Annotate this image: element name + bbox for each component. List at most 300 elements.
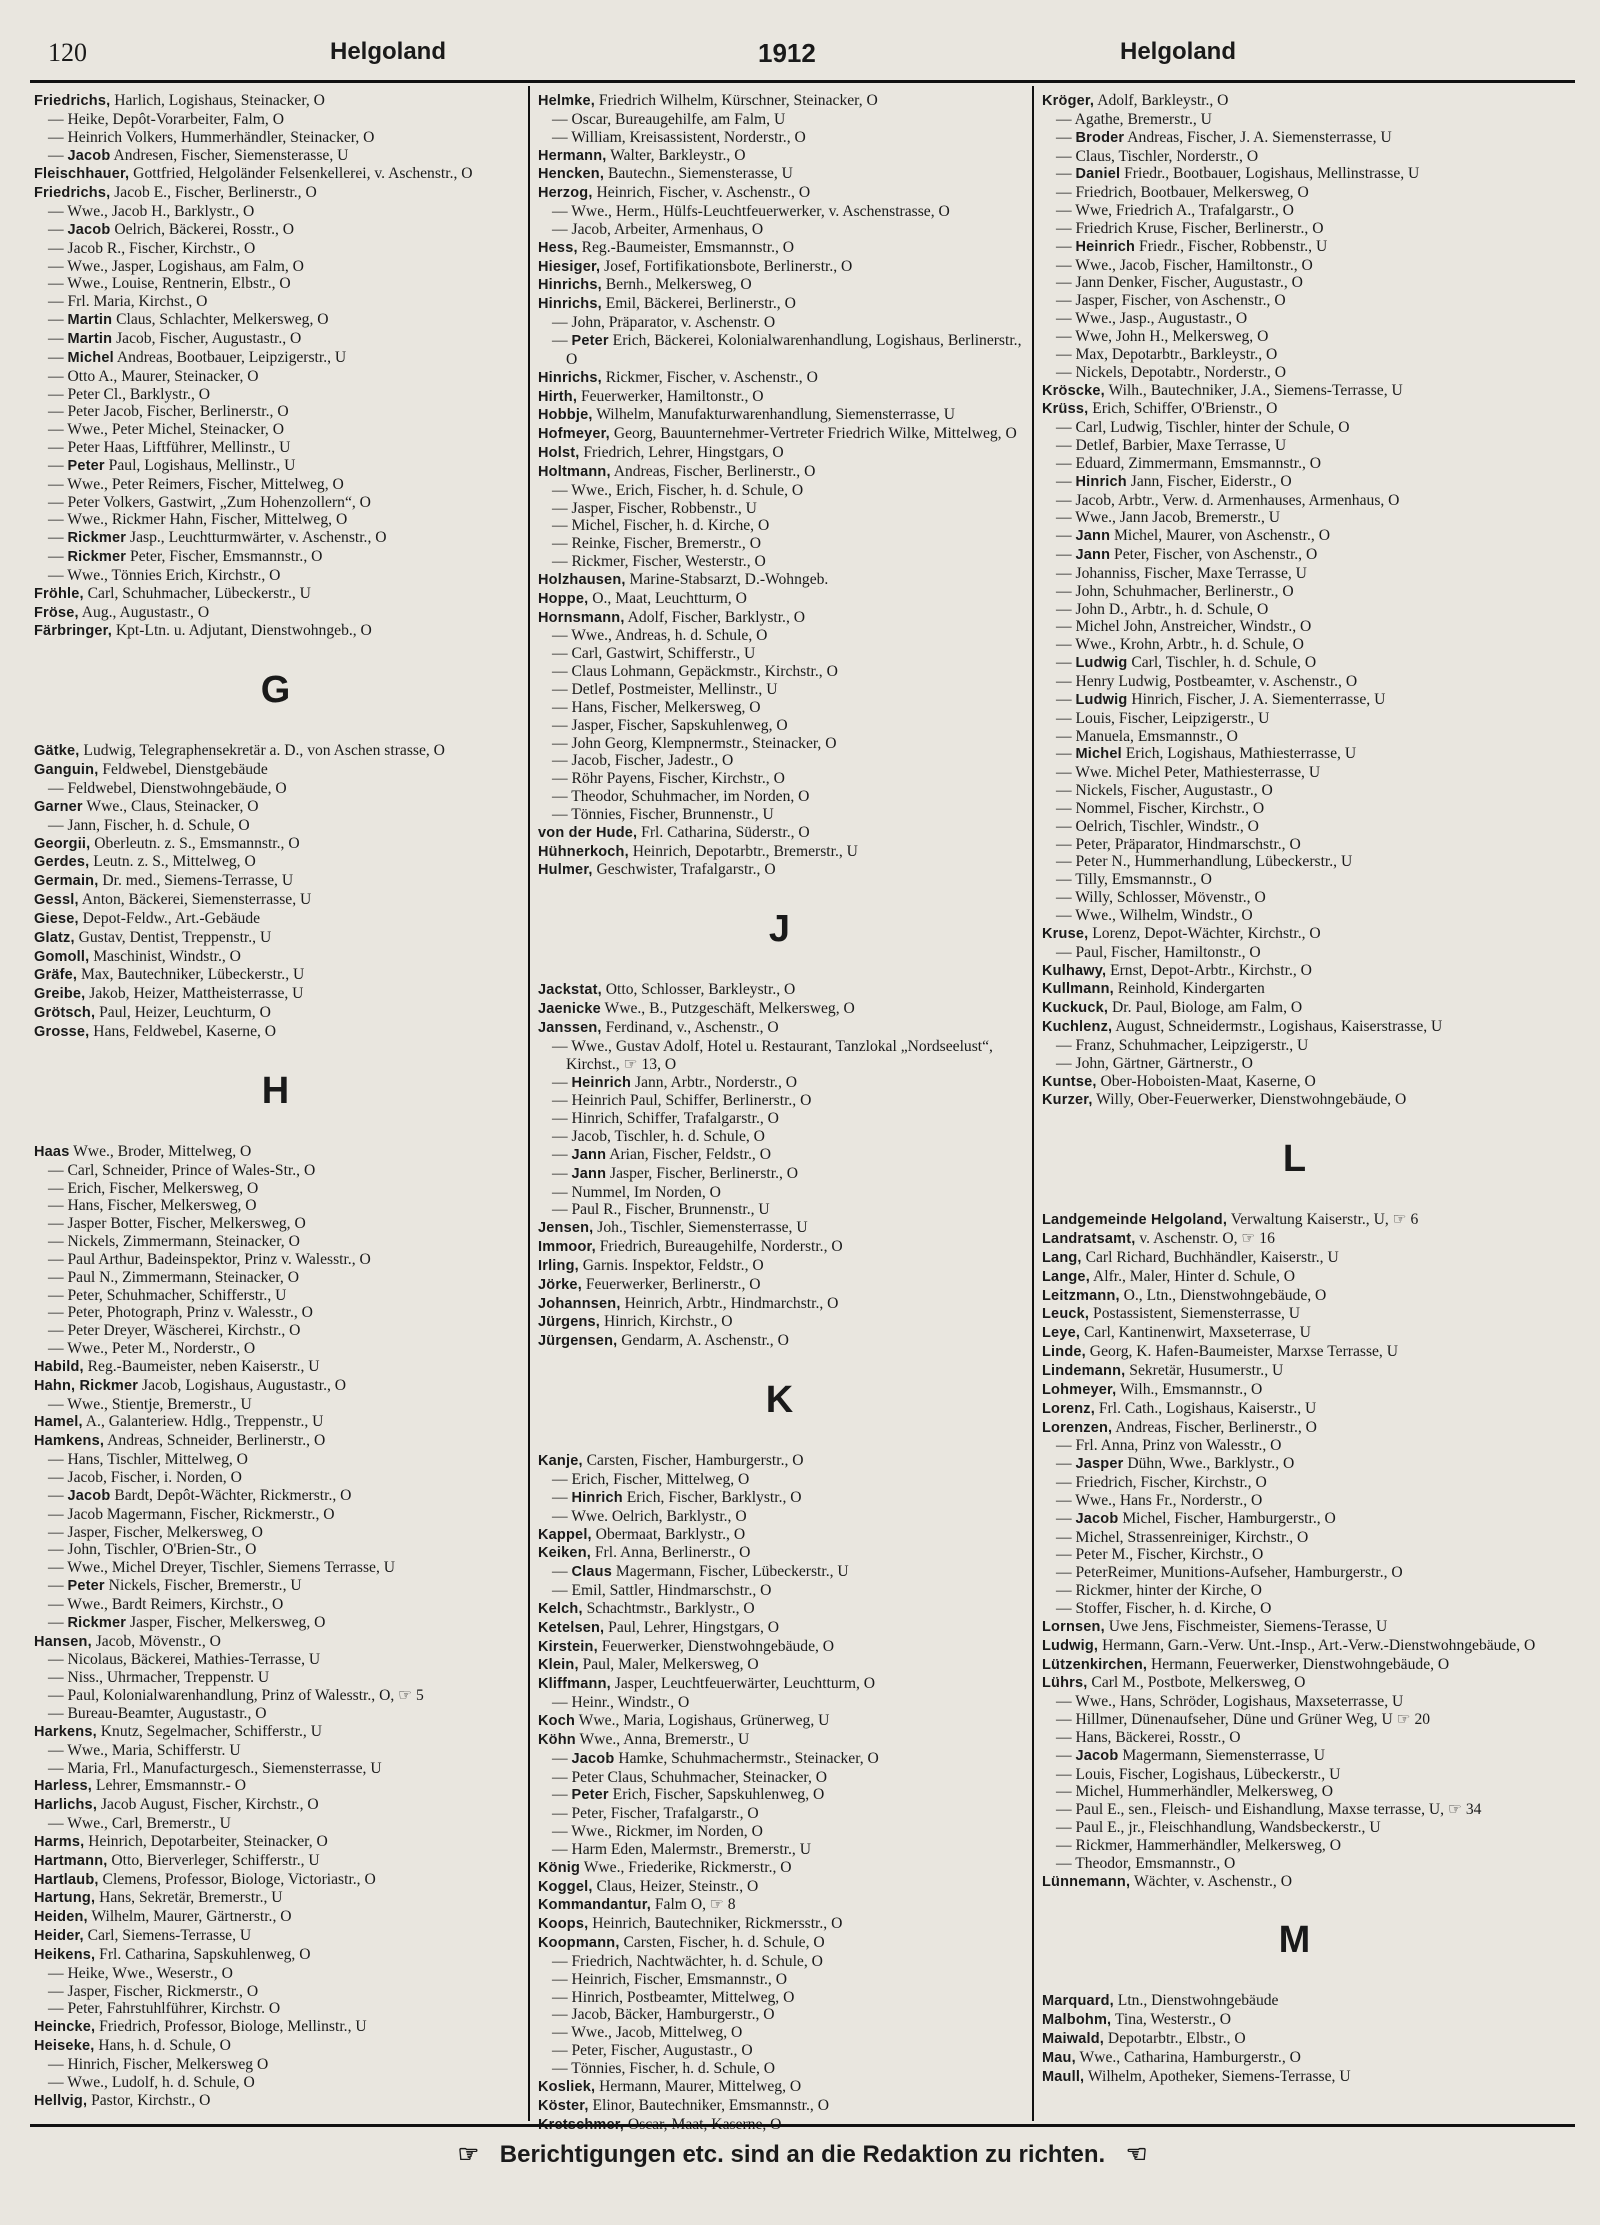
column-divider bbox=[1032, 86, 1034, 2121]
entry-details: Garnis. Inspektor, Feldstr., O bbox=[578, 1256, 764, 1274]
directory-subentry: — Jacob, Arbeiter, Armenhaus, O bbox=[552, 220, 764, 238]
entry-details: v. Aschenstr. O, ☞ 16 bbox=[1135, 1230, 1275, 1248]
entry-details: Michel John, Anstreicher, Windstr., O bbox=[1075, 618, 1312, 636]
directory-entry bbox=[538, 1859, 1022, 1878]
directory-subentry: — Wwe., Jasper, Logishaus, am Falm, O bbox=[48, 257, 304, 275]
entry-details: Carl, Kantinenwirt, Maxseterrase, U bbox=[1080, 1324, 1311, 1342]
directory-entry bbox=[1042, 1674, 1548, 1693]
entry-details: Falm O, ☞ 8 bbox=[650, 1896, 736, 1914]
entry-details: Wilh., Bautechniker, J.A., Siemens-Terrasse, U bbox=[1104, 381, 1403, 399]
entry-surname: Ludwig bbox=[1075, 655, 1128, 672]
entry-details: Wwe., Louise, Rentnerin, Elbstr., O bbox=[67, 275, 291, 293]
entry-details: Hans, Tischler, Mittelweg, O bbox=[67, 1451, 248, 1469]
entry-surname: Kullmann, bbox=[1042, 981, 1114, 998]
directory-subentry: — Detlef, Barbier, Maxe Terrasse, U bbox=[1056, 437, 1287, 455]
entry-surname: Fröse, bbox=[34, 604, 79, 621]
entry-surname: Kulhawy, bbox=[1042, 962, 1107, 979]
section-letter: K bbox=[765, 1379, 795, 1422]
entry-details: Ober-Hoboisten-Maat, Kaserne, O bbox=[1096, 1072, 1316, 1090]
directory-subentry: — John D., Arbtr., h. d. Schule, O bbox=[1056, 600, 1269, 618]
entry-details: Friedrich, Lehrer, Hingstgars, O bbox=[579, 444, 784, 462]
entry-details: Jann, Arbtr., Norderstr., O bbox=[631, 1073, 798, 1091]
entry-surname: Hermann, bbox=[538, 147, 607, 164]
entry-details: John, Tischler, O'Brien-Str., O bbox=[67, 1541, 257, 1559]
entry-surname: Lorenz, bbox=[1042, 1400, 1095, 1417]
entry-details: Paul, Fischer, Hamiltonstr., O bbox=[1075, 943, 1261, 961]
entry-surname: Gomoll, bbox=[34, 948, 90, 965]
directory-subentry: — Jacob, Tischler, h. d. Schule, O bbox=[552, 1128, 765, 1146]
entry-details: Frl. Anna, Berlinerstr., O bbox=[590, 1544, 751, 1562]
entry-details: Reg.-Baumeister, Emsmannstr., O bbox=[577, 238, 795, 256]
running-title-left: Helgoland bbox=[330, 38, 447, 65]
directory-entry bbox=[34, 1796, 518, 1815]
entry-details: Hans, Feldwebel, Kaserne, O bbox=[89, 1022, 277, 1040]
entry-details: Obermaat, Barklystr., O bbox=[591, 1525, 746, 1543]
entry-details: Tönnies, Fischer, Brunnenstr., U bbox=[571, 805, 774, 823]
entry-details: John Georg, Klempnermstr., Steinacker, O bbox=[571, 734, 837, 752]
entry-details: Wwe., Tönnies Erich, Kirchstr., O bbox=[67, 566, 281, 584]
entry-surname: Linde, bbox=[1042, 1344, 1086, 1361]
entry-details: Friedrich, Fischer, Kirchstr., O bbox=[1075, 1474, 1267, 1492]
entry-details: Jasper, Fischer, Berlinerstr., O bbox=[606, 1164, 799, 1182]
directory-entry bbox=[538, 425, 1022, 444]
entry-details: Postassistent, Siemensterrasse, U bbox=[1089, 1305, 1301, 1323]
entry-surname: Jörke, bbox=[538, 1276, 582, 1293]
section-letter: G bbox=[260, 669, 292, 712]
entry-surname: Jacob bbox=[67, 147, 111, 164]
page-number: 120 bbox=[48, 38, 87, 67]
entry-details: Harlich, Logishaus, Steinacker, O bbox=[110, 92, 325, 109]
entry-details: Reg.-Baumeister, neben Kaiserstr., U bbox=[83, 1357, 320, 1375]
directory-entry bbox=[538, 1619, 1022, 1638]
directory-entry bbox=[34, 985, 518, 1004]
entry-surname: Hartung, bbox=[34, 1890, 96, 1907]
entry-surname: Maiwald, bbox=[1042, 2031, 1105, 2048]
entry-surname: Mau, bbox=[1042, 2050, 1076, 2066]
entry-surname: Kuckuck, bbox=[1042, 1000, 1109, 1017]
directory-subentry: — Broder Andreas, Fischer, J. A. Siemensterrasse, U bbox=[1056, 128, 1392, 146]
directory-subentry: — Wwe., Louise, Rentnerin, Elbstr., O bbox=[48, 275, 291, 293]
entry-details: Rickmer, Hammerhändler, Melkersweg, O bbox=[1075, 1836, 1341, 1854]
entry-details: Alfr., Maler, Hinter d. Schule, O bbox=[1089, 1267, 1296, 1285]
entry-surname: Heinrich bbox=[571, 1074, 632, 1091]
directory-entry bbox=[1042, 1343, 1548, 1362]
directory-subentry: — Jacob Michel, Fischer, Hamburgerstr., O bbox=[1056, 1509, 1336, 1527]
entry-details: Peter Jacob, Fischer, Berlinerstr., O bbox=[67, 403, 289, 421]
entry-details: Jacob, Tischler, h. d. Schule, O bbox=[571, 1128, 765, 1146]
entry-details: Bureau-Beamter, Augustastr., O bbox=[67, 1704, 267, 1722]
entry-details: Michel, Maurer, von Aschenstr., O bbox=[1110, 527, 1330, 545]
entry-surname: Hamel, bbox=[34, 1414, 83, 1431]
directory-subentry: — Peter Claus, Schuhmacher, Steinacker, O bbox=[552, 1768, 828, 1786]
directory-entry bbox=[1042, 1249, 1548, 1268]
directory-entry bbox=[34, 891, 518, 910]
entry-surname: Leitzmann, bbox=[1042, 1287, 1120, 1304]
entry-surname: Jacob bbox=[1075, 1510, 1119, 1527]
entry-details: Jacob, Arbeiter, Armenhaus, O bbox=[571, 220, 764, 238]
entry-details: Michel, Strassenreiniger, Kirchstr., O bbox=[1075, 1528, 1309, 1546]
entry-details: Wwe., Rickmer Hahn, Fischer, Mittelweg, O bbox=[67, 511, 348, 529]
entry-details: John, Schuhmacher, Berlinerstr., O bbox=[1075, 582, 1294, 600]
entry-details: Wwe., Gustav Adolf, Hotel u. Restaurant, Tanzlokal „Nordseelust“, Kirchst., ☞ 13, O bbox=[566, 1037, 993, 1073]
entry-details: Peter Dreyer, Wäscherei, Kirchstr., O bbox=[67, 1322, 301, 1340]
entry-details: Georg, Bauunternehmer-Vertreter Friedrich Wilke, Mittelweg, O bbox=[609, 425, 1017, 443]
entry-details: Wwe., Carl, Bremerstr., U bbox=[67, 1815, 231, 1833]
entry-surname: Gerdes, bbox=[34, 854, 90, 871]
directory-subentry: — Tönnies, Fischer, h. d. Schule, O bbox=[552, 2060, 776, 2077]
directory-subentry: — John, Tischler, O'Brien-Str., O bbox=[48, 1541, 257, 1559]
entry-details: O., Maat, Leuchtturm, O bbox=[588, 589, 747, 607]
directory-entry bbox=[538, 1000, 1022, 1019]
directory-subentry: — Stoffer, Fischer, h. d. Kirche, O bbox=[1056, 1599, 1272, 1617]
directory-subentry: — Peter, Fischer, Trafalgarstr., O bbox=[552, 1805, 759, 1823]
entry-surname: Rickmer bbox=[67, 549, 127, 566]
directory-entry bbox=[1042, 1873, 1548, 1892]
directory-entry bbox=[34, 1908, 518, 1927]
entry-surname: Hornsmann, bbox=[538, 609, 625, 626]
directory-entry bbox=[34, 1852, 518, 1871]
entry-surname: Kommandantur, bbox=[538, 1897, 651, 1914]
directory-subentry: — Willy, Schlosser, Mövenstr., O bbox=[1056, 889, 1266, 907]
entry-details: Röhr Payens, Fischer, Kirchstr., O bbox=[571, 770, 785, 788]
directory-subentry: — Feldwebel, Dienstwohngebäude, O bbox=[48, 780, 287, 797]
year-heading: 1912 bbox=[758, 38, 816, 68]
entry-details: Peter, Fischer, Augustastr., O bbox=[571, 2042, 753, 2060]
directory-subentry: — Nicolaus, Bäckerei, Mathies-Terrasse, U bbox=[48, 1651, 321, 1669]
directory-subentry: — Peter M., Fischer, Kirchstr., O bbox=[1056, 1546, 1264, 1564]
directory-subentry: — Wwe., Hans, Schröder, Logishaus, Maxseterrasse, U bbox=[1056, 1693, 1404, 1711]
directory-subentry: — Jacob, Fischer, i. Norden, O bbox=[48, 1469, 242, 1486]
entry-details: Magermann, Fischer, Lübeckerstr., U bbox=[612, 1563, 849, 1581]
directory-entry bbox=[34, 1413, 518, 1432]
entry-details: Peter, Photograph, Prinz v. Walesstr., O bbox=[67, 1304, 313, 1322]
directory-subentry: — Wwe., Tönnies Erich, Kirchstr., O bbox=[48, 566, 281, 584]
directory-subentry: — Martin Jacob, Fischer, Augustastr., O bbox=[48, 329, 302, 347]
entry-details: Frl. Anna, Prinz von Walesstr., O bbox=[1075, 1437, 1282, 1455]
directory-entry bbox=[1042, 1091, 1548, 1110]
directory-entry bbox=[34, 761, 518, 780]
directory-subentry: — Wwe. Oelrich, Barklystr., O bbox=[552, 1507, 747, 1525]
entry-details: Wwe., Jacob, Fischer, Hamiltonstr., O bbox=[1075, 256, 1313, 274]
entry-details: Feuerwerker, Hamiltonstr., O bbox=[577, 387, 764, 405]
entry-details: Gustav, Dentist, Treppenstr., U bbox=[74, 928, 272, 946]
directory-entry bbox=[1042, 1419, 1548, 1438]
directory-entry bbox=[1042, 980, 1548, 999]
entry-surname: Heikens, bbox=[34, 1946, 96, 1963]
entry-surname: Hobbje, bbox=[538, 407, 593, 424]
directory-entry bbox=[34, 165, 518, 184]
entry-surname: König bbox=[538, 1859, 581, 1876]
directory-subentry: — Wwe, Friedrich A., Trafalgarstr., O bbox=[1056, 202, 1294, 220]
entry-details: Heinrich, Depotarbtr., Bremerstr., U bbox=[628, 842, 858, 860]
entry-details: Rickmer, Fischer, v. Aschenstr., O bbox=[601, 368, 818, 386]
directory-entry bbox=[1042, 1268, 1548, 1287]
running-title-right: Helgoland bbox=[1120, 38, 1237, 65]
entry-details: Nickels, Depotabtr., Norderstr., O bbox=[1075, 363, 1286, 381]
entry-details: Wwe., Michel Dreyer, Tischler, Siemens Terrasse, U bbox=[67, 1559, 396, 1577]
entry-details: Peter Haas, Liftführer, Mellinstr., U bbox=[67, 439, 291, 457]
directory-subentry: — Jacob Magermann, Siemensterrasse, U bbox=[1056, 1746, 1325, 1764]
entry-details: Detlef, Postmeister, Mellinstr., U bbox=[571, 681, 778, 698]
entry-details: Jasper, Fischer, von Aschenstr., O bbox=[1075, 292, 1286, 310]
directory-subentry: — John, Präparator, v. Aschenstr. O bbox=[552, 314, 776, 332]
entry-surname: Hinrich bbox=[571, 1489, 623, 1506]
entry-surname: Hinrichs, bbox=[538, 277, 602, 294]
directory-subentry: — Hinrich, Fischer, Melkersweg O bbox=[48, 2056, 269, 2073]
directory-subentry: — Peter Jacob, Fischer, Berlinerstr., O bbox=[48, 403, 289, 421]
directory-subentry: — Oscar, Bureaugehilfe, am Falm, U bbox=[552, 110, 786, 128]
entry-details: William, Kreisassistent, Norderstr., O bbox=[571, 128, 806, 146]
entry-details: Peter Volkers, Gastwirt, „Zum Hohenzollern“, O bbox=[67, 493, 371, 511]
directory-subentry: — Heinrich Jann, Arbtr., Norderstr., O bbox=[552, 1073, 798, 1091]
entry-details: Wwe., Peter Reimers, Fischer, Mittelweg, O bbox=[67, 475, 344, 493]
directory-subentry: — Peter Nickels, Fischer, Bremerstr., U bbox=[48, 1577, 302, 1595]
entry-details: Heinrich Paul, Schiffer, Berlinerstr., O bbox=[571, 1092, 812, 1110]
directory-entry bbox=[34, 872, 518, 891]
entry-details: Max, Depotarbtr., Barkleystr., O bbox=[1075, 345, 1278, 363]
entry-surname: Ludwig bbox=[1075, 691, 1128, 708]
directory-subentry: — Jacob Oelrich, Bäckerei, Rosstr., O bbox=[48, 220, 295, 238]
directory-entry bbox=[538, 165, 1022, 184]
entry-surname: Kappel, bbox=[538, 1526, 592, 1543]
entry-details: Wwe., Jasp., Augustastr., O bbox=[1075, 310, 1248, 328]
entry-details: Friedrich Wilhelm, Kürschner, Steinacker, O bbox=[595, 92, 878, 109]
entry-surname: Harms, bbox=[34, 1833, 85, 1850]
entry-surname: Jacob bbox=[67, 1487, 111, 1504]
directory-entry bbox=[538, 2097, 1022, 2116]
entry-details: Feldwebel, Dienstwohngebäude, O bbox=[67, 780, 287, 797]
directory-entry bbox=[538, 1934, 1022, 1953]
entry-surname: Lorenzen, bbox=[1042, 1419, 1113, 1436]
entry-details: Maria, Frl., Manufacturgesch., Siemensterrasse, U bbox=[67, 1759, 382, 1777]
entry-surname: Hahn, Rickmer bbox=[34, 1377, 139, 1394]
entry-details: Jasper, Fischer, Robbenstr., U bbox=[571, 499, 757, 517]
entry-details: Peter, Fahrstuhlführer, Kirchstr. O bbox=[67, 2000, 281, 2018]
directory-subentry: — Michel, Fischer, h. d. Kirche, O bbox=[552, 517, 770, 535]
entry-details: Heinrich Volkers, Hummerhändler, Steinacker, O bbox=[67, 128, 375, 146]
directory-entry bbox=[538, 1915, 1022, 1934]
directory-subentry: — Wwe., Stientje, Bremerstr., U bbox=[48, 1395, 252, 1413]
entry-surname: Kruse, bbox=[1042, 925, 1089, 942]
entry-details: Jakob, Heizer, Mattheisterrasse, U bbox=[85, 985, 304, 1003]
entry-surname: Friedrichs, bbox=[34, 93, 111, 109]
directory-subentry: — Claus Lohmann, Gepäckmstr., Kirchstr., O bbox=[552, 663, 838, 681]
directory-subentry: — Peter Erich, Bäckerei, Kolonialwarenhandlung, Logishaus, Berlinerstr., O bbox=[552, 331, 1022, 368]
directory-subentry: — John, Gärtner, Gärtnerstr., O bbox=[1056, 1054, 1253, 1072]
entry-details: Andreas, Bootbauer, Leipzigerstr., U bbox=[113, 348, 347, 366]
header-rule bbox=[30, 80, 1575, 83]
entry-surname: Peter bbox=[67, 1578, 105, 1595]
directory-subentry: — Wwe., Herm., Hülfs-Leuchtfeuerwerker, v. Aschenstrasse, O bbox=[552, 203, 950, 221]
entry-details: Erich, Schiffer, O'Brienstr., O bbox=[1088, 400, 1278, 418]
directory-column-2 bbox=[538, 92, 1022, 2134]
entry-details: Hans, Fischer, Melkersweg, O bbox=[571, 698, 761, 716]
directory-subentry: — Paul R., Fischer, Brunnenstr., U bbox=[552, 1201, 770, 1219]
entry-details: John, Gärtner, Gärtnerstr., O bbox=[1075, 1054, 1253, 1072]
entry-details: Hermann, Maurer, Mittelweg, O bbox=[595, 2077, 802, 2095]
entry-details: Erich, Fischer, Melkersweg, O bbox=[67, 1179, 259, 1197]
directory-entry bbox=[538, 1731, 1022, 1750]
entry-details: Niss., Uhrmacher, Treppenstr. U bbox=[67, 1669, 270, 1687]
entry-details: Wwe. Oelrich, Barklystr., O bbox=[571, 1507, 747, 1525]
directory-entry bbox=[1042, 1324, 1548, 1343]
entry-details: Clemens, Professor, Biologe, Victoriastr., O bbox=[98, 1870, 376, 1888]
directory-subentry: — Louis, Fischer, Logishaus, Lübeckerstr., U bbox=[1056, 1765, 1341, 1783]
entry-details: Magermann, Siemensterrasse, U bbox=[1118, 1746, 1325, 1764]
directory-subentry: — Wwe., Carl, Bremerstr., U bbox=[48, 1815, 231, 1833]
entry-details: Ferdinand, v., Aschenstr., O bbox=[601, 1018, 779, 1036]
entry-details: August, Schneidermstr., Logishaus, Kaiserstrasse, U bbox=[1112, 1018, 1443, 1036]
directory-subentry: — Rickmer, hinter der Kirche, O bbox=[1056, 1582, 1262, 1600]
directory-subentry: — Jasper Botter, Fischer, Melkersweg, O bbox=[48, 1215, 306, 1233]
directory-entry bbox=[34, 948, 518, 967]
entry-details: Tönnies, Fischer, h. d. Schule, O bbox=[571, 2060, 776, 2077]
entry-details: Sekretär, Husumerstr., U bbox=[1125, 1362, 1284, 1379]
directory-subentry: — Claus Magermann, Fischer, Lübeckerstr., U bbox=[552, 1563, 849, 1581]
directory-entry bbox=[538, 1638, 1022, 1657]
directory-entry bbox=[538, 1526, 1022, 1545]
entry-details: Dühn, Wwe., Barklystr., O bbox=[1123, 1455, 1295, 1473]
directory-entry bbox=[538, 239, 1022, 258]
directory-entry bbox=[538, 1219, 1022, 1238]
directory-entry bbox=[538, 369, 1022, 388]
entry-details: Bardt, Depôt-Wächter, Rickmerstr., O bbox=[110, 1486, 352, 1504]
directory-subentry: — Peter Volkers, Gastwirt, „Zum Hohenzollern“, O bbox=[48, 493, 371, 511]
entry-details: Rickmer, hinter der Kirche, O bbox=[1075, 1582, 1262, 1600]
entry-surname: Harless, bbox=[34, 1778, 93, 1795]
entry-details: Tilly, Emsmannstr., O bbox=[1075, 871, 1212, 889]
entry-details: Franz, Schuhmacher, Leipzigerstr., U bbox=[1075, 1036, 1309, 1054]
entry-details: Heinrich, Bautechniker, Rickmersstr., O bbox=[588, 1915, 843, 1933]
entry-details: Jacob, Mövenstr., O bbox=[91, 1632, 221, 1650]
entry-details: Arian, Fischer, Feldstr., O bbox=[606, 1145, 771, 1163]
entry-details: Peter Claus, Schuhmacher, Steinacker, O bbox=[571, 1768, 828, 1786]
directory-subentry: — Wwe., Michel Dreyer, Tischler, Siemens Terrasse, U bbox=[48, 1559, 396, 1577]
directory-subentry: — Jann Peter, Fischer, von Aschenstr., O bbox=[1056, 546, 1318, 564]
entry-surname: Glatz, bbox=[34, 929, 75, 946]
entry-details: A., Galanteriew. Hdlg., Treppenstr., U bbox=[82, 1413, 324, 1431]
entry-surname: Jann bbox=[1075, 547, 1111, 564]
directory-subentry: — Michel John, Anstreicher, Windstr., O bbox=[1056, 618, 1312, 636]
directory-entry bbox=[34, 1871, 518, 1890]
directory-subentry: — Franz, Schuhmacher, Leipzigerstr., U bbox=[1056, 1036, 1309, 1054]
directory-subentry: — Jasper, Fischer, von Aschenstr., O bbox=[1056, 292, 1286, 310]
directory-entry bbox=[34, 1833, 518, 1852]
entry-surname: Haas bbox=[34, 1143, 70, 1160]
entry-surname: Heinrich bbox=[1075, 238, 1136, 255]
directory-entry bbox=[538, 1656, 1022, 1675]
entry-details: Wwe., Stientje, Bremerstr., U bbox=[67, 1395, 252, 1413]
directory-entry bbox=[34, 2092, 518, 2111]
directory-subentry: — Ludwig Hinrich, Fischer, J. A. Siementerrasse, U bbox=[1056, 690, 1386, 708]
entry-surname: Lünnemann, bbox=[1042, 1873, 1131, 1890]
directory-subentry: — Peter, Fahrstuhlführer, Kirchstr. O bbox=[48, 2000, 281, 2018]
footer-rule bbox=[30, 2124, 1575, 2127]
entry-details: Wwe., Jacob, Mittelweg, O bbox=[571, 2024, 743, 2042]
entry-surname: Martin bbox=[67, 330, 113, 347]
entry-details: Willy, Schlosser, Mövenstr., O bbox=[1075, 889, 1266, 907]
entry-details: Jacob Magermann, Fischer, Rickmerstr., O bbox=[67, 1505, 335, 1523]
directory-entry bbox=[34, 798, 518, 817]
entry-surname: Giese, bbox=[34, 910, 79, 927]
directory-subentry: — Carl, Schneider, Prince of Wales-Str., O bbox=[48, 1161, 316, 1179]
entry-details: Harm Eden, Malermstr., Bremerstr., U bbox=[571, 1840, 811, 1858]
directory-entry bbox=[34, 910, 518, 929]
entry-surname: Klein, bbox=[538, 1657, 579, 1674]
directory-subentry: — Peter Erich, Fischer, Sapskuhlenweg, O bbox=[552, 1786, 825, 1804]
entry-details: Carl, Tischler, h. d. Schule, O bbox=[1127, 654, 1317, 672]
entry-surname: Daniel bbox=[1075, 166, 1121, 183]
entry-details: Hermann, Feuerwerker, Dienstwohngebäude, O bbox=[1147, 1655, 1450, 1673]
entry-details: Kpt-Ltn. u. Adjutant, Dienstwohngeb., O bbox=[111, 622, 372, 640]
entry-surname: Kuchlenz, bbox=[1042, 1019, 1113, 1036]
directory-entry bbox=[34, 1358, 518, 1377]
directory-entry bbox=[1042, 1211, 1548, 1230]
entry-details: Wächter, v. Aschenstr., O bbox=[1130, 1872, 1292, 1890]
entry-surname: Heiseke, bbox=[34, 2038, 95, 2055]
entry-details: Oberleutn. z. S., Emsmannstr., O bbox=[90, 834, 300, 852]
directory-subentry: — Rickmer, Hammerhändler, Melkersweg, O bbox=[1056, 1836, 1341, 1854]
entry-surname: Helmke, bbox=[538, 93, 596, 109]
directory-entry bbox=[538, 1712, 1022, 1731]
entry-details: Wwe., Anna, Bremerstr., U bbox=[575, 1730, 750, 1748]
directory-entry bbox=[34, 1143, 518, 1162]
directory-entry bbox=[538, 1600, 1022, 1619]
directory-subentry: — Michel Erich, Logishaus, Mathiesterrasse, U bbox=[1056, 745, 1357, 763]
directory-subentry: — Daniel Friedr., Bootbauer, Logishaus, Mellinstrasse, U bbox=[1056, 165, 1420, 183]
directory-subentry: — Theodor, Emsmannstr., O bbox=[1056, 1854, 1236, 1872]
directory-subentry: — Harm Eden, Malermstr., Bremerstr., U bbox=[552, 1840, 811, 1858]
entry-details: Carl, Ludwig, Tischler, hinter der Schule, O bbox=[1075, 419, 1350, 437]
entry-surname: Hinrichs, bbox=[538, 296, 602, 313]
directory-subentry: — Nickels, Zimmermann, Steinacker, O bbox=[48, 1233, 300, 1251]
entry-details: Claus, Heizer, Steinstr., O bbox=[592, 1877, 759, 1895]
entry-details: Adolf, Fischer, Barklystr., O bbox=[624, 608, 806, 626]
entry-details: Hillmer, Dünenaufseher, Düne und Grüner Weg, U ☞ 20 bbox=[1075, 1711, 1431, 1729]
entry-surname: Immoor, bbox=[538, 1239, 596, 1256]
entry-surname: Jaenicke bbox=[538, 1001, 601, 1018]
directory-subentry: — Emil, Sattler, Hindmarschstr., O bbox=[552, 1582, 772, 1600]
entry-details: Jacob R., Fischer, Kirchstr., O bbox=[67, 239, 256, 257]
entry-details: Wwe., Jacob H., Barklystr., O bbox=[67, 203, 255, 221]
page-header bbox=[30, 24, 1575, 84]
directory-subentry: — Jann Jasper, Fischer, Berlinerstr., O bbox=[552, 1164, 799, 1182]
entry-details: Jann, Fischer, Eiderstr., O bbox=[1126, 472, 1292, 490]
directory-subentry: — Reinke, Fischer, Bremerstr., O bbox=[552, 535, 761, 553]
entry-details: Peter, Präparator, Hindmarschstr., O bbox=[1075, 835, 1301, 853]
entry-surname: Claus bbox=[571, 1564, 612, 1581]
entry-details: Wwe., Erich, Fischer, h. d. Schule, O bbox=[571, 481, 804, 499]
entry-details: Wwe., Herm., Hülfs-Leuchtfeuerwerker, v. Aschenstrasse, O bbox=[571, 203, 950, 221]
entry-details: Henry Ludwig, Postbeamter, v. Aschenstr., O bbox=[1075, 673, 1358, 690]
directory-entry bbox=[34, 622, 518, 641]
directory-entry bbox=[538, 1238, 1022, 1257]
entry-details: Nicolaus, Bäckerei, Mathies-Terrasse, U bbox=[67, 1651, 321, 1669]
directory-entry bbox=[1042, 1656, 1548, 1675]
entry-details: Friedrich, Bootbauer, Melkersweg, O bbox=[1075, 184, 1309, 202]
entry-details: Wwe, John H., Melkersweg, O bbox=[1075, 327, 1269, 345]
directory-subentry: — Jacob Andresen, Fischer, Siemensterasse, U bbox=[48, 146, 349, 164]
entry-surname: Maull, bbox=[1042, 2068, 1085, 2085]
entry-surname: Harkens, bbox=[34, 1723, 97, 1740]
directory-entry bbox=[34, 1946, 518, 1965]
entry-surname: Hansen, bbox=[34, 1633, 92, 1650]
directory-subentry: — Friedrich, Fischer, Kirchstr., O bbox=[1056, 1474, 1267, 1492]
entry-surname: Peter bbox=[571, 332, 609, 349]
entry-details: Carsten, Fischer, h. d. Schule, O bbox=[619, 1934, 825, 1952]
directory-entry bbox=[538, 1896, 1022, 1915]
directory-entry bbox=[1042, 1618, 1548, 1637]
